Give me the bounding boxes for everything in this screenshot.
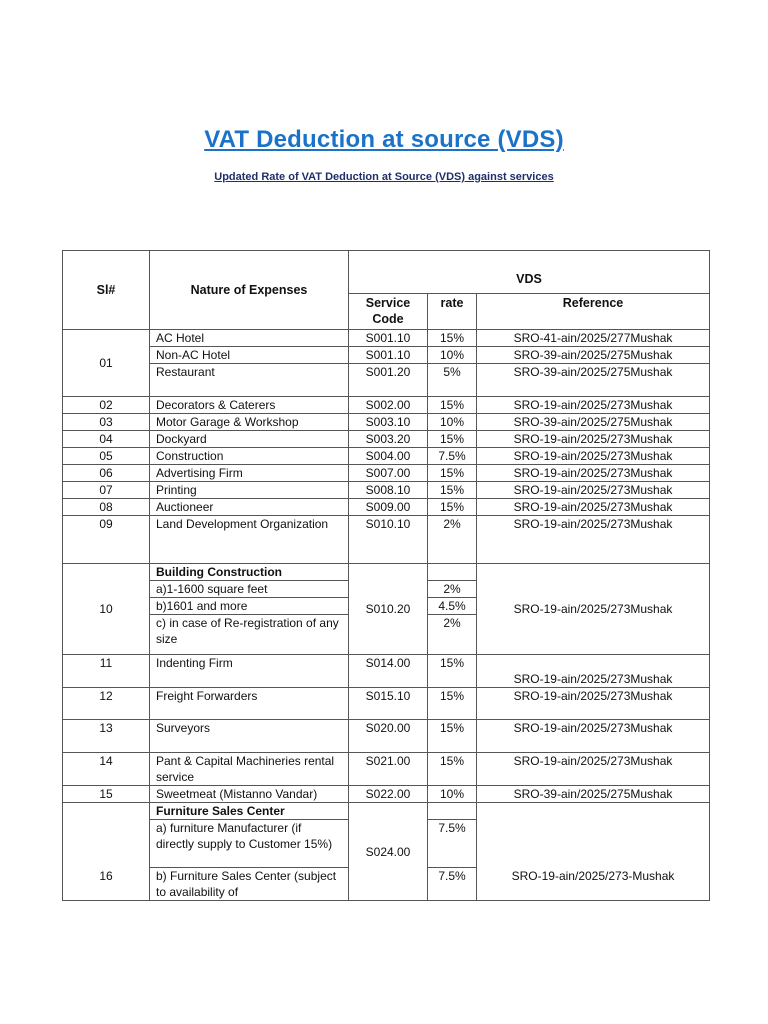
row-reference: SRO-19-ain/2025/273Mushak bbox=[477, 464, 710, 481]
row-service-code: S004.00 bbox=[349, 447, 428, 464]
page-subtitle: Updated Rate of VAT Deduction at Source (VDS) against services bbox=[214, 171, 554, 183]
row-reference: SRO-19-ain/2025/273Mushak bbox=[477, 688, 710, 720]
row-service-code: S015.10 bbox=[349, 688, 428, 720]
table-row bbox=[63, 430, 710, 447]
row-rate: 15% bbox=[428, 655, 477, 688]
row-sl: 08 bbox=[63, 498, 150, 515]
row-nature: a) furniture Manufacturer (if directly supply to Customer 15%) bbox=[150, 820, 349, 868]
table-row bbox=[63, 498, 710, 515]
row-rate: 4.5% bbox=[428, 597, 477, 614]
table-row bbox=[63, 330, 710, 347]
row-sl: 15 bbox=[63, 786, 150, 803]
row-sl: 04 bbox=[63, 430, 150, 447]
row-rate: 15% bbox=[428, 396, 477, 413]
table-row bbox=[63, 515, 710, 563]
table-row bbox=[63, 655, 710, 688]
header-service-code: Service Code bbox=[349, 294, 428, 330]
row-service-code: S002.00 bbox=[349, 396, 428, 413]
header-vds: VDS bbox=[349, 251, 710, 294]
row-rate: 15% bbox=[428, 330, 477, 347]
table-row bbox=[63, 364, 710, 381]
row-service-code: S014.00 bbox=[349, 655, 428, 688]
row-service-code: S007.00 bbox=[349, 464, 428, 481]
table-row bbox=[63, 396, 710, 413]
row-sl: 03 bbox=[63, 413, 150, 430]
row-reference: SRO-19-ain/2025/273Mushak bbox=[477, 753, 710, 786]
row-nature: Decorators & Caterers bbox=[150, 396, 349, 413]
row-sl: 05 bbox=[63, 447, 150, 464]
row-nature: Sweetmeat (Mistanno Vandar) bbox=[150, 786, 349, 803]
row-rate: 15% bbox=[428, 481, 477, 498]
row-reference: SRO-19-ain/2025/273Mushak bbox=[477, 447, 710, 464]
row-rate: 2% bbox=[428, 515, 477, 563]
row-rate: 2% bbox=[428, 614, 477, 647]
table-row bbox=[63, 447, 710, 464]
row-nature: Indenting Firm bbox=[150, 655, 349, 688]
table-row bbox=[63, 481, 710, 498]
table-row bbox=[63, 347, 710, 364]
row-nature: AC Hotel bbox=[150, 330, 349, 347]
table-row bbox=[63, 803, 710, 820]
header-nature: Nature of Expenses bbox=[150, 251, 349, 330]
row-service-code: S020.00 bbox=[349, 720, 428, 753]
row-service-code: S022.00 bbox=[349, 786, 428, 803]
table-row bbox=[63, 720, 710, 753]
row-service-code: S008.10 bbox=[349, 481, 428, 498]
row-nature: Restaurant bbox=[150, 364, 349, 381]
row-rate: 5% bbox=[428, 364, 477, 381]
row-nature: b)1601 and more bbox=[150, 597, 349, 614]
row-service-code: S001.10 bbox=[349, 330, 428, 347]
row-reference: SRO-19-ain/2025/273Mushak bbox=[477, 481, 710, 498]
row-rate: 15% bbox=[428, 464, 477, 481]
row-sl: 11 bbox=[63, 655, 150, 688]
table-row bbox=[63, 464, 710, 481]
row-nature: Non-AC Hotel bbox=[150, 347, 349, 364]
row-sl: 02 bbox=[63, 396, 150, 413]
page-title: VAT Deduction at source (VDS) bbox=[204, 126, 564, 153]
row-service-code: S003.20 bbox=[349, 430, 428, 447]
row-nature: Auctioneer bbox=[150, 498, 349, 515]
row-sl: 12 bbox=[63, 688, 150, 720]
row-reference: SRO-39-ain/2025/275Mushak bbox=[477, 786, 710, 803]
table-row bbox=[63, 753, 710, 786]
table-row bbox=[63, 786, 710, 803]
row-service-code: S009.00 bbox=[349, 498, 428, 515]
row-heading: Furniture Sales Center bbox=[150, 803, 349, 820]
row-nature: b) Furniture Sales Center (subject to availability of bbox=[150, 868, 349, 901]
row-sl: 13 bbox=[63, 720, 150, 753]
row-service-code: S001.10 bbox=[349, 347, 428, 364]
row-sl: 01 bbox=[63, 330, 150, 397]
table-row-spacer bbox=[63, 380, 710, 396]
row-rate: 15% bbox=[428, 430, 477, 447]
row-rate: 15% bbox=[428, 720, 477, 753]
row-rate: 10% bbox=[428, 413, 477, 430]
row-reference: SRO-39-ain/2025/275Mushak bbox=[477, 364, 710, 381]
row-reference: SRO-19-ain/2025/273Mushak bbox=[477, 515, 710, 563]
row-nature: Advertising Firm bbox=[150, 464, 349, 481]
header-sl: Sl# bbox=[63, 251, 150, 330]
table-row bbox=[63, 563, 710, 580]
row-rate: 7.5% bbox=[428, 868, 477, 901]
row-service-code: S001.20 bbox=[349, 364, 428, 381]
row-reference: SRO-19-ain/2025/273Mushak bbox=[477, 720, 710, 753]
row-sl: 06 bbox=[63, 464, 150, 481]
row-sl: 14 bbox=[63, 753, 150, 786]
row-sl: 07 bbox=[63, 481, 150, 498]
row-sl: 10 bbox=[63, 563, 150, 655]
row-sl: 09 bbox=[63, 515, 150, 563]
row-reference: SRO-19-ain/2025/273Mushak bbox=[477, 430, 710, 447]
row-nature: Land Development Organization bbox=[150, 515, 349, 563]
row-nature: Freight Forwarders bbox=[150, 688, 349, 720]
row-reference: SRO-19-ain/2025/273Mushak bbox=[477, 655, 710, 688]
row-nature: Surveyors bbox=[150, 720, 349, 753]
row-nature: Motor Garage & Workshop bbox=[150, 413, 349, 430]
header-rate: rate bbox=[428, 294, 477, 330]
table-row bbox=[63, 413, 710, 430]
row-nature: Printing bbox=[150, 481, 349, 498]
row-rate: 15% bbox=[428, 688, 477, 720]
row-rate: 10% bbox=[428, 786, 477, 803]
row-nature: a)1-1600 square feet bbox=[150, 580, 349, 597]
row-rate: 7.5% bbox=[428, 447, 477, 464]
row-reference: SRO-19-ain/2025/273Mushak bbox=[477, 563, 710, 655]
row-rate: 15% bbox=[428, 753, 477, 786]
row-rate: 10% bbox=[428, 347, 477, 364]
row-service-code: S010.10 bbox=[349, 515, 428, 563]
row-nature: Dockyard bbox=[150, 430, 349, 447]
row-rate: 2% bbox=[428, 580, 477, 597]
row-nature: Pant & Capital Machineries rental service bbox=[150, 753, 349, 786]
row-reference: SRO-19-ain/2025/273-Mushak bbox=[477, 803, 710, 901]
row-reference: SRO-39-ain/2025/275Mushak bbox=[477, 347, 710, 364]
row-heading: Building Construction bbox=[150, 563, 349, 580]
row-rate: 15% bbox=[428, 498, 477, 515]
header-reference: Reference bbox=[477, 294, 710, 330]
row-service-code: S021.00 bbox=[349, 753, 428, 786]
row-sl: 16 bbox=[63, 803, 150, 901]
row-reference: SRO-41-ain/2025/277Mushak bbox=[477, 330, 710, 347]
row-service-code: S024.00 bbox=[349, 803, 428, 901]
table-row bbox=[63, 688, 710, 720]
row-nature: c) in case of Re-registration of any size bbox=[150, 614, 349, 647]
row-reference: SRO-39-ain/2025/275Mushak bbox=[477, 413, 710, 430]
row-nature: Construction bbox=[150, 447, 349, 464]
row-reference: SRO-19-ain/2025/273Mushak bbox=[477, 396, 710, 413]
row-service-code: S003.10 bbox=[349, 413, 428, 430]
vds-rate-table bbox=[62, 250, 710, 901]
row-rate: 7.5% bbox=[428, 820, 477, 868]
row-reference: SRO-19-ain/2025/273Mushak bbox=[477, 498, 710, 515]
row-service-code: S010.20 bbox=[349, 563, 428, 655]
